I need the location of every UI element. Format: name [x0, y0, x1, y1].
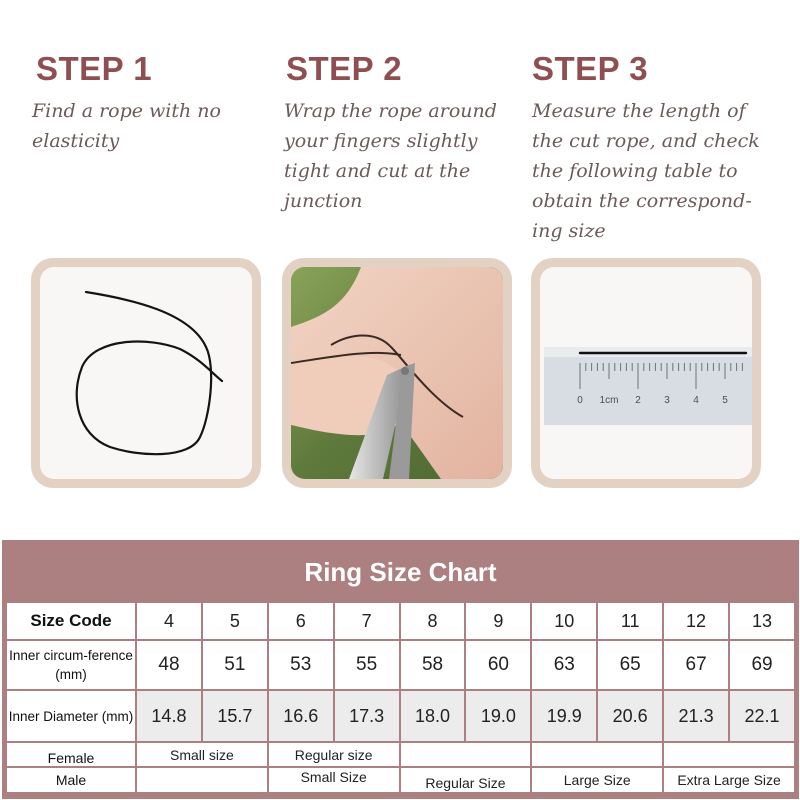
diameter-cell: 17.3	[335, 691, 399, 741]
female-small-size: Small size	[137, 743, 267, 766]
male-large-size: Large Size	[532, 768, 662, 792]
male-small-placeholder	[137, 768, 267, 792]
ruler-image-frame	[531, 258, 761, 488]
circumference-cell: 69	[730, 641, 794, 689]
female-regular-size: Regular size	[269, 743, 399, 766]
size-code-cell: 10	[532, 603, 596, 639]
step-1	[32, 50, 276, 156]
size-code-cell: 9	[466, 603, 530, 639]
male-small-size	[269, 768, 399, 792]
rope-drawing	[40, 267, 252, 479]
ruler-measure-photo	[540, 267, 752, 479]
diameter-cell: 16.6	[269, 691, 333, 741]
male-regular-size	[401, 768, 531, 792]
size-code-cell: 8	[401, 603, 465, 639]
finger-wrap-drawing	[291, 267, 503, 479]
step-2-text: Wrap the rope around your fingers slightly tight and cut at the junction	[284, 100, 497, 212]
step-2-title: STEP 2	[286, 50, 403, 87]
diameter-cell: 19.9	[532, 691, 596, 741]
diameter-cell: 15.7	[203, 691, 267, 741]
circumference-cell: 55	[335, 641, 399, 689]
ruler-tick-2: 2	[635, 395, 641, 406]
inner-diameter-label: Inner Diameter (mm)	[7, 691, 135, 741]
female-label-text: Female	[47, 749, 95, 766]
rope-illustration	[40, 267, 252, 479]
size-code-cell: 11	[598, 603, 662, 639]
diameter-cell: 22.1	[730, 691, 794, 741]
chart-title: Ring Size Chart	[304, 557, 497, 587]
circumference-cell: 63	[532, 641, 596, 689]
step-2	[286, 50, 526, 216]
step-1-text: Find a rope with no elasticity	[32, 100, 221, 152]
size-code-cell: 13	[730, 603, 794, 639]
size-code-cell: 6	[269, 603, 333, 639]
size-code-cell: 7	[335, 603, 399, 639]
ruler-tick-3: 3	[664, 395, 670, 406]
ruler-tick-0: 0	[577, 395, 583, 406]
circumference-cell: 48	[137, 641, 201, 689]
circumference-cell: 53	[269, 641, 333, 689]
step-3-text: Measure the length of the cut rope, and check the following table to obtain the correspond-ing size	[532, 100, 760, 242]
ruler-tick-1: 1cm	[599, 395, 619, 406]
diameter-cell: 19.0	[466, 691, 530, 741]
inner-diameter-row	[7, 691, 794, 741]
inner-circumference-label: Inner circum-ference (mm)	[7, 641, 135, 689]
inner-circumference-row	[7, 641, 794, 689]
diameter-cell: 18.0	[401, 691, 465, 741]
size-code-row	[7, 603, 794, 639]
female-empty-cell	[401, 743, 531, 766]
male-label: Male	[7, 768, 135, 792]
ruler-tick-5: 5	[722, 395, 728, 406]
circumference-cell: 58	[401, 641, 465, 689]
male-regular-size-text: Regular Size	[425, 775, 506, 791]
diameter-cell: 21.3	[664, 691, 728, 741]
circumference-cell: 60	[466, 641, 530, 689]
step-3	[532, 50, 772, 246]
female-empty-cell	[532, 743, 662, 766]
ruler-tick-4: 4	[693, 395, 699, 406]
ring-size-table	[5, 601, 796, 794]
ruler-drawing	[540, 267, 752, 479]
male-row	[7, 768, 794, 792]
diameter-cell: 20.6	[598, 691, 662, 741]
step-3-title: STEP 3	[532, 50, 649, 87]
circumference-cell: 67	[664, 641, 728, 689]
ring-size-chart	[2, 540, 799, 799]
circumference-cell: 65	[598, 641, 662, 689]
finger-wrap-image-frame	[282, 258, 512, 488]
male-small-size-text: Small Size	[300, 769, 367, 785]
step-1-title: STEP 1	[36, 50, 153, 87]
finger-wrap-photo	[291, 267, 503, 479]
male-extra-large-size: Extra Large Size	[664, 768, 794, 792]
female-label	[7, 743, 135, 766]
size-code-label: Size Code	[7, 603, 135, 639]
rope-image-frame	[31, 258, 261, 488]
diameter-cell: 14.8	[137, 691, 201, 741]
size-code-cell: 12	[664, 603, 728, 639]
size-code-cell: 4	[137, 603, 201, 639]
circumference-cell: 51	[203, 641, 267, 689]
size-code-cell: 5	[203, 603, 267, 639]
female-empty-cell	[664, 743, 794, 766]
female-row	[7, 743, 794, 766]
